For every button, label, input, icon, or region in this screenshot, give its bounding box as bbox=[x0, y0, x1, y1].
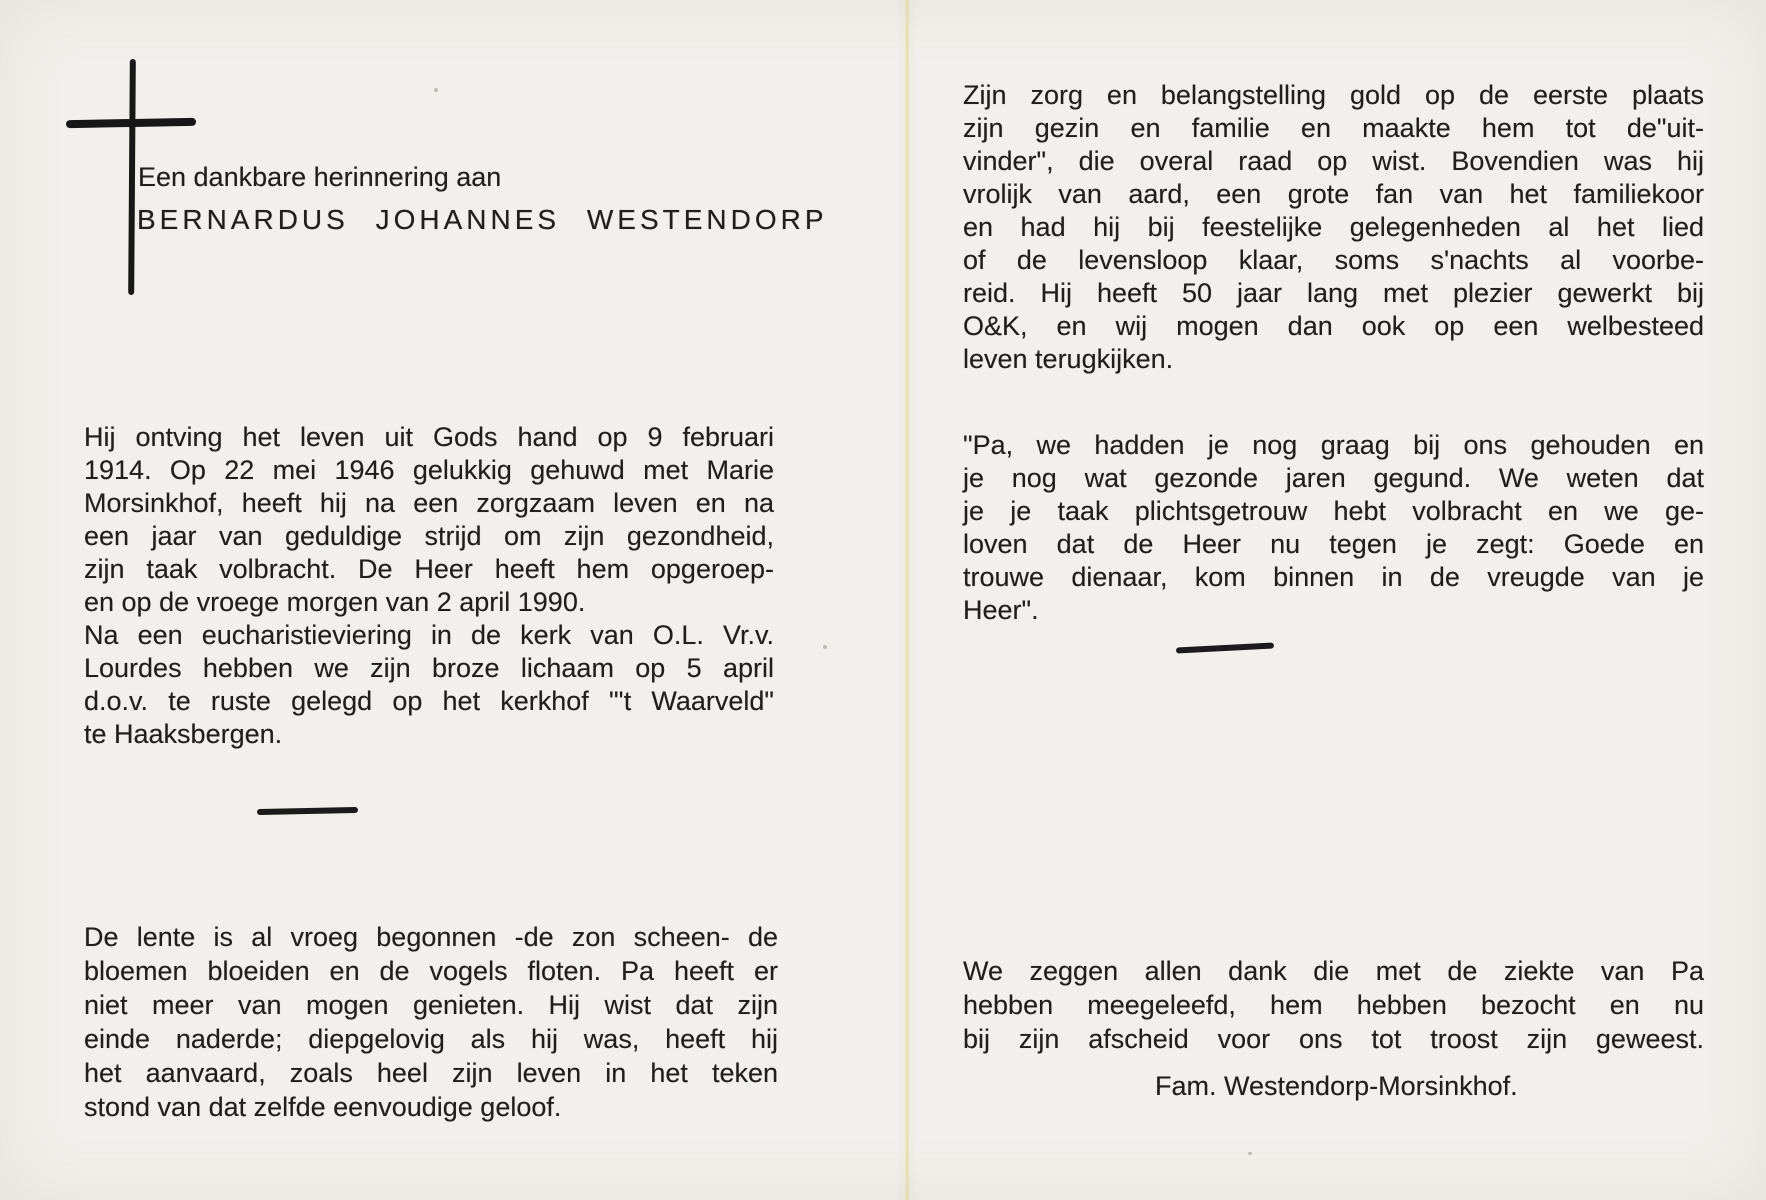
text-line: stond van dat zelfde eenvoudige geloof. bbox=[84, 1092, 562, 1122]
life-paragraph bbox=[963, 79, 1704, 376]
text-line: We zeggen allen dank die met de ziekte van Pa bbox=[963, 956, 1704, 986]
scan-speck bbox=[1248, 1152, 1252, 1155]
text-line: vrolijk van aard, een grote fan van het familiekoor bbox=[963, 179, 1704, 209]
text-line: Lourdes hebben we zijn broze lichaam op 5 april bbox=[84, 653, 774, 683]
text-line: leven terugkijken. bbox=[963, 344, 1174, 374]
text-line: een jaar van geduldige strijd om zijn gezondheid, bbox=[84, 521, 774, 551]
text-line: en had hij bij feestelijke gelegenheden al het lied bbox=[963, 212, 1704, 242]
text-line: te Haaksbergen. bbox=[84, 719, 283, 749]
text-line: bloemen bloeiden en de vogels floten. Pa heeft er bbox=[84, 956, 778, 986]
intro-line: Een dankbare herinnering aan bbox=[138, 162, 502, 192]
thanks-paragraph bbox=[963, 954, 1704, 1056]
text-line: Zijn zorg en belangstelling gold op de eerste plaats bbox=[963, 80, 1704, 110]
text-line: 1914. Op 22 mei 1946 gelukkig gehuwd met Marie bbox=[84, 455, 774, 485]
text-line: Heer". bbox=[963, 595, 1039, 625]
text-line: Hij ontving het leven uit Gods hand op 9 februari bbox=[84, 422, 774, 452]
text-line: De lente is al vroeg begonnen -de zon scheen- de bbox=[84, 922, 778, 952]
text-line: O&K, en wij mogen dan ook op een welbesteed bbox=[963, 311, 1704, 341]
family-signature: Fam. Westendorp-Morsinkhof. bbox=[1155, 1071, 1518, 1101]
text-line: je je taak plichtsgetrouw hebt volbracht en we ge- bbox=[963, 496, 1704, 526]
farewell-quote bbox=[963, 429, 1704, 627]
text-line: hebben meegeleefd, hem hebben bezocht en nu bbox=[963, 990, 1704, 1020]
text-line: vinder", die overal raad op wist. Bovendien was hij bbox=[963, 146, 1704, 176]
text-line: zijn taak volbracht. De Heer heeft hem opgeroep- bbox=[84, 554, 774, 584]
text-line: en op de vroege morgen van 2 april 1990. bbox=[84, 587, 586, 617]
text-line: d.o.v. te ruste gelegd op het kerkhof "'t Waarveld" bbox=[84, 686, 774, 716]
text-line: niet meer van mogen genieten. Hij wist dat zijn bbox=[84, 990, 778, 1020]
divider-rule bbox=[1176, 642, 1274, 653]
text-line: of de levensloop klaar, soms s'nachts al voorbe- bbox=[963, 245, 1704, 275]
text-line: bij zijn afscheid voor ons tot troost zijn geweest. bbox=[963, 1024, 1704, 1054]
text-line: trouwe dienaar, kom binnen in de vreugde van je bbox=[963, 562, 1704, 592]
text-line: loven dat de Heer nu tegen je zegt: Goede en bbox=[963, 529, 1704, 559]
scan-speck bbox=[434, 88, 438, 92]
text-line: je nog wat gezonde jaren gegund. We weten dat bbox=[963, 463, 1704, 493]
text-line: einde naderde; diepgelovig als hij was, heeft hij bbox=[84, 1024, 778, 1054]
text-line: Na een eucharistieviering in de kerk van O.L. Vr.v. bbox=[84, 620, 774, 650]
text-line: zijn gezin en familie en maakte hem tot de"uit- bbox=[963, 113, 1704, 143]
deceased-name: BERNARDUS JOHANNES WESTENDORP bbox=[137, 204, 828, 235]
scan-speck bbox=[823, 645, 827, 649]
text-line: Morsinkhof, heeft hij na een zorgzaam leven en na bbox=[84, 488, 774, 518]
text-line: reid. Hij heeft 50 jaar lang met plezier gewerkt bij bbox=[963, 278, 1704, 308]
text-line: het aanvaard, zoals heel zijn leven in het teken bbox=[84, 1058, 778, 1088]
text-line: "Pa, we hadden je nog graag bij ons gehouden en bbox=[963, 430, 1704, 460]
